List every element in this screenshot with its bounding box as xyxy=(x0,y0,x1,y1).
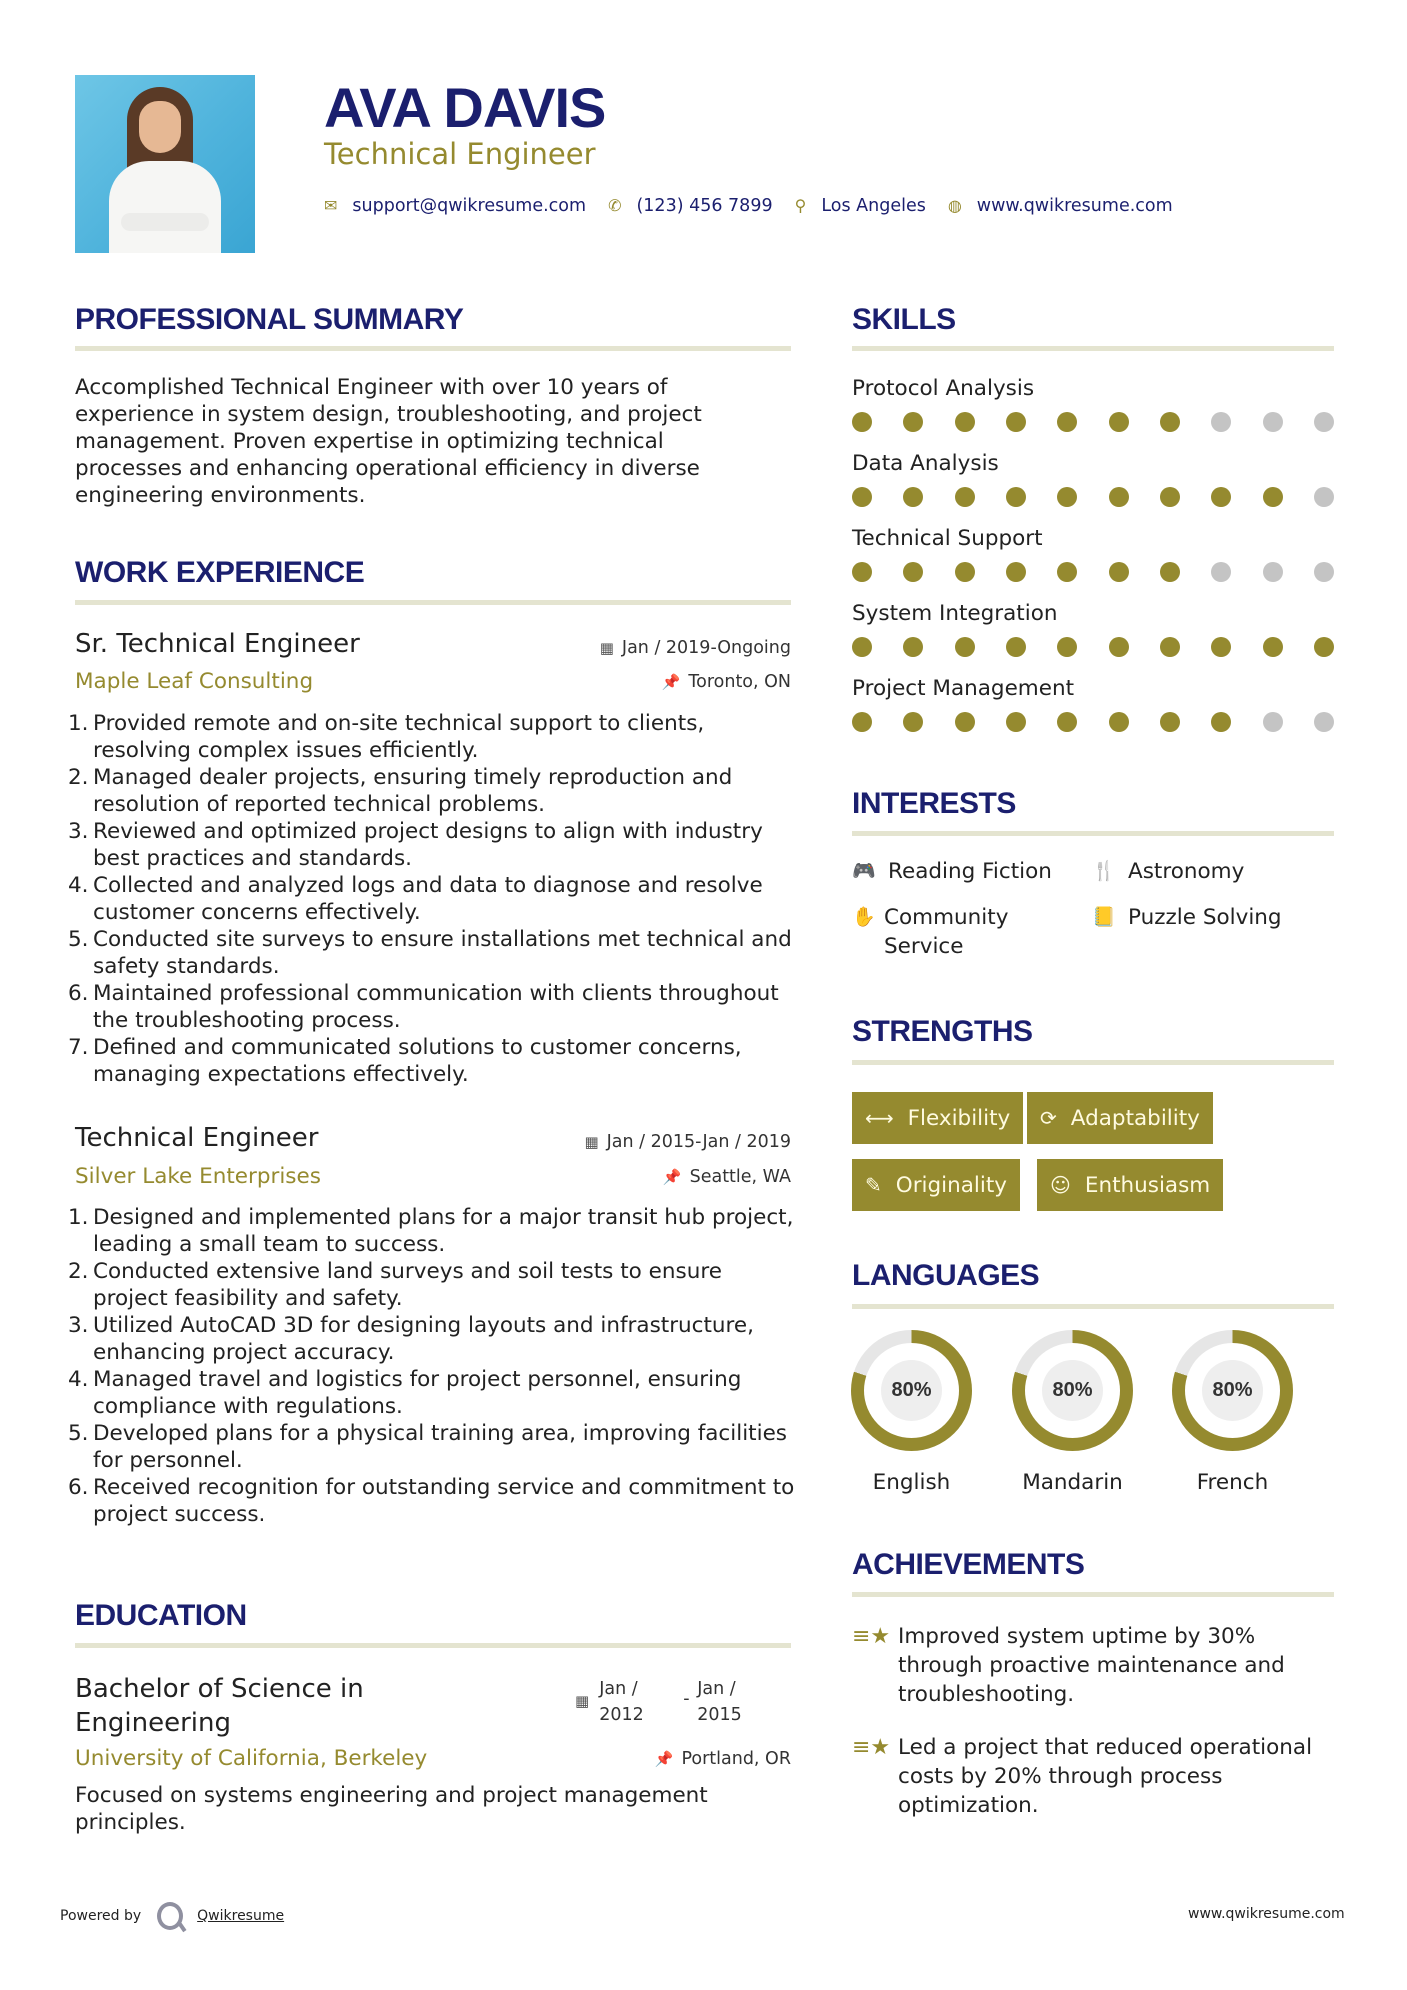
list-item: 3. Utilized AutoCAD 3D for designing layouts and infrastructure, enhancing project accuracy. xyxy=(68,1313,754,1365)
rating-dot-filled xyxy=(1109,712,1129,732)
rating-dot-filled xyxy=(1211,637,1231,657)
rating-dot-filled xyxy=(852,412,872,432)
pin-icon: 📌 xyxy=(654,1750,674,1768)
experience-heading: WORK EXPERIENCE xyxy=(75,556,365,589)
rating-dot-filled xyxy=(1006,487,1026,507)
hand-icon: ✋ xyxy=(852,906,876,928)
rating-dot-filled xyxy=(1109,487,1129,507)
rating-dot-filled xyxy=(955,487,975,507)
list-item: 4. Managed travel and logistics for project personnel, ensuring compliance with regulations. xyxy=(68,1367,742,1419)
star-icon: ≡★ xyxy=(852,1624,891,1649)
list-item: 6. Maintained professional communication with clients throughout the troubleshooting process. xyxy=(68,981,779,1033)
contact-phone[interactable]: (123) 456 7899 xyxy=(636,196,773,216)
job-location: 📌 Toronto, ON xyxy=(661,672,791,692)
footer-powered-by: Powered by Qwikresume xyxy=(60,1902,284,1930)
list-item: 6. Received recognition for outstanding service and commitment to project success. xyxy=(68,1475,795,1527)
list-item: 5. Conducted site surveys to ensure installations met technical and safety standards. xyxy=(68,927,792,979)
smile-icon: ☺ xyxy=(1050,1173,1071,1197)
rating-dot-empty xyxy=(1263,712,1283,732)
list-item: 1. Designed and implemented plans for a major transit hub project, leading a small team to success. xyxy=(68,1205,794,1257)
rating-dot-filled xyxy=(1006,562,1026,582)
rating-dot-filled xyxy=(955,712,975,732)
pin-icon: 📌 xyxy=(661,673,681,691)
strength-badge: ✎ Originality xyxy=(852,1159,1020,1211)
list-item: 4. Collected and analyzed logs and data to diagnose and resolve customer concerns effectively. xyxy=(68,873,763,925)
rating-dot-filled xyxy=(1006,412,1026,432)
star-icon: ≡★ xyxy=(852,1735,891,1760)
skill-label: Protocol Analysis xyxy=(852,376,1035,401)
rating-dot-filled xyxy=(1211,487,1231,507)
utensils-icon: 🍴 xyxy=(1092,860,1116,882)
languages-heading: LANGUAGES xyxy=(852,1259,1040,1292)
language-item xyxy=(851,1330,972,1497)
skill-rating xyxy=(852,412,1334,432)
rating-dot-filled xyxy=(1160,487,1180,507)
phone-icon: ✆ xyxy=(608,196,622,215)
footer-website[interactable]: www.qwikresume.com xyxy=(1188,1906,1345,1922)
school-name: University of California, Berkeley xyxy=(75,1746,428,1771)
summary-text: Accomplished Technical Engineer with over 10 years of experience in system design, troubleshooting, and project management. Proven expertise in optimizing technical processes and enhancing operational efficiency in diverse engineering environments. xyxy=(75,375,702,508)
interest-item: ✋ Community Service xyxy=(852,905,1009,959)
achievement-item: ≡★ Improved system uptime by 30% through proactive maintenance and troubleshooting. xyxy=(852,1624,1285,1707)
rating-dot-filled xyxy=(955,637,975,657)
skills-heading: SKILLS xyxy=(852,303,956,336)
achievement-item: ≡★ Led a project that reduced operational costs by 20% through process optimization. xyxy=(852,1735,1313,1818)
list-item: 3. Reviewed and optimized project designs to align with industry best practices and standards. xyxy=(68,819,763,871)
job-dates: ▦ Jan / 2019-Ongoing xyxy=(599,638,791,658)
job-location: 📌 Seattle, WA xyxy=(662,1167,791,1187)
skill-item xyxy=(852,375,1334,450)
rating-dot-filled xyxy=(903,712,923,732)
rating-dot-empty xyxy=(1314,712,1334,732)
rating-dot-empty xyxy=(1263,412,1283,432)
rating-dot-empty xyxy=(1314,412,1334,432)
rating-dot-filled xyxy=(1109,412,1129,432)
strength-badge: ⟷ Flexibility xyxy=(852,1092,1023,1144)
degree-title: Bachelor of Science in Engineering xyxy=(75,1674,364,1738)
rating-dot-filled xyxy=(1160,637,1180,657)
map-marker-icon: ⚲ xyxy=(794,196,807,215)
rating-dot-filled xyxy=(1263,637,1283,657)
book-icon: 📒 xyxy=(1092,906,1116,928)
rating-dot-empty xyxy=(1314,487,1334,507)
rating-dot-filled xyxy=(1160,712,1180,732)
calendar-icon: ▦ xyxy=(575,1692,590,1710)
interests-heading: INTERESTS xyxy=(852,787,1016,820)
list-item: 5. Developed plans for a physical training area, improving facilities for personnel. xyxy=(68,1421,788,1473)
rating-dot-filled xyxy=(1006,637,1026,657)
skills-divider xyxy=(852,346,1334,351)
list-item: 2. Conducted extensive land surveys and soil tests to ensure project feasibility and safety. xyxy=(68,1259,722,1311)
job-title: Technical Engineer xyxy=(75,1123,319,1153)
pencil-icon: ✎ xyxy=(865,1173,882,1197)
rating-dot-filled xyxy=(852,712,872,732)
rating-dot-filled xyxy=(1211,712,1231,732)
rating-dot-filled xyxy=(1109,562,1129,582)
strengths-heading: STRENGTHS xyxy=(852,1015,1033,1048)
rating-dot-empty xyxy=(1211,562,1231,582)
skill-rating xyxy=(852,637,1334,657)
rating-dot-empty xyxy=(1263,562,1283,582)
education-description: Focused on systems engineering and project management principles. xyxy=(75,1783,708,1835)
rating-dot-filled xyxy=(955,562,975,582)
skill-rating xyxy=(852,562,1334,582)
job-title: Sr. Technical Engineer xyxy=(75,629,360,659)
rating-dot-filled xyxy=(903,637,923,657)
skills-list xyxy=(852,375,1334,750)
rating-dot-filled xyxy=(1057,487,1077,507)
strength-badge: ⟳ Adaptability xyxy=(1027,1092,1213,1144)
rating-dot-filled xyxy=(1057,562,1077,582)
language-progress-ring: 80% xyxy=(1012,1330,1133,1451)
rating-dot-empty xyxy=(1314,562,1334,582)
language-progress-ring: 80% xyxy=(851,1330,972,1451)
interest-item: 🎮 Reading Fiction xyxy=(852,859,1052,884)
rating-dot-filled xyxy=(852,562,872,582)
achievements-heading: ACHIEVEMENTS xyxy=(852,1548,1085,1581)
skill-rating xyxy=(852,712,1334,732)
experience-divider xyxy=(75,600,791,605)
contact-email[interactable]: support@qwikresume.com xyxy=(352,196,587,216)
list-item: 2. Managed dealer projects, ensuring timely reproduction and resolution of reported technical problems. xyxy=(68,765,733,817)
achievements-divider xyxy=(852,1592,1334,1597)
skill-item xyxy=(852,525,1334,600)
rating-dot-filled xyxy=(1160,562,1180,582)
language-item xyxy=(1012,1330,1133,1497)
refresh-icon: ⟳ xyxy=(1040,1106,1057,1130)
language-label: Mandarin xyxy=(1022,1470,1123,1495)
language-label: French xyxy=(1196,1470,1269,1495)
education-divider xyxy=(75,1643,791,1648)
interest-item: 🍴 Astronomy xyxy=(1092,859,1245,884)
education-heading: EDUCATION xyxy=(75,1599,247,1632)
pin-icon: 📌 xyxy=(662,1168,682,1186)
arrows-horizontal-icon: ⟷ xyxy=(865,1106,894,1130)
rating-dot-filled xyxy=(1263,487,1283,507)
skill-label: Technical Support xyxy=(852,526,1043,551)
job-company: Maple Leaf Consulting xyxy=(75,669,314,694)
rating-dot-filled xyxy=(903,412,923,432)
skill-rating xyxy=(852,487,1334,507)
skill-item xyxy=(852,675,1334,750)
skill-label: System Integration xyxy=(852,601,1058,626)
rating-dot-filled xyxy=(1006,712,1026,732)
globe-icon: ◍ xyxy=(947,196,962,215)
qwikresume-logo-icon xyxy=(157,1902,183,1930)
calendar-icon: ▦ xyxy=(584,1133,599,1151)
rating-dot-filled xyxy=(852,637,872,657)
strength-badge: ☺ Enthusiasm xyxy=(1037,1159,1223,1211)
education-dates: ▦ Jan / 2012 - Jan / 2015 xyxy=(575,1676,757,1728)
skill-label: Project Management xyxy=(852,676,1075,701)
language-progress-ring: 80% xyxy=(1172,1330,1293,1451)
language-item xyxy=(1172,1330,1293,1497)
rating-dot-filled xyxy=(1109,637,1129,657)
candidate-name: AVA DAVIS xyxy=(324,76,606,139)
gamepad-icon: 🎮 xyxy=(852,860,876,882)
contact-website[interactable]: www.qwikresume.com xyxy=(976,196,1173,216)
contact-row xyxy=(324,194,1195,218)
rating-dot-filled xyxy=(903,562,923,582)
strengths-divider xyxy=(852,1060,1334,1065)
list-item: 1. Provided remote and on-site technical support to clients, resolving complex issues efficiently. xyxy=(68,711,705,763)
language-label: English xyxy=(872,1470,951,1495)
job-bullets xyxy=(68,710,795,1088)
summary-divider xyxy=(75,346,791,351)
contact-location: Los Angeles xyxy=(821,196,926,216)
job-bullets xyxy=(68,1204,795,1528)
envelope-icon: ✉ xyxy=(324,196,338,215)
job-dates: ▦ Jan / 2015-Jan / 2019 xyxy=(584,1132,791,1152)
rating-dot-filled xyxy=(1057,637,1077,657)
rating-dot-filled xyxy=(955,412,975,432)
languages-divider xyxy=(852,1304,1334,1309)
rating-dot-filled xyxy=(903,487,923,507)
rating-dot-filled xyxy=(1057,412,1077,432)
rating-dot-filled xyxy=(1314,637,1334,657)
profile-photo xyxy=(75,75,255,253)
candidate-title: Technical Engineer xyxy=(324,137,596,171)
rating-dot-filled xyxy=(1160,412,1180,432)
interests-divider xyxy=(852,831,1334,836)
qwikresume-link[interactable]: Qwikresume xyxy=(197,1908,285,1924)
rating-dot-filled xyxy=(852,487,872,507)
skill-label: Data Analysis xyxy=(852,451,999,476)
list-item: 7. Defined and communicated solutions to customer concerns, managing expectations effectively. xyxy=(68,1035,742,1087)
rating-dot-filled xyxy=(1057,712,1077,732)
rating-dot-empty xyxy=(1211,412,1231,432)
interest-item: 📒 Puzzle Solving xyxy=(1092,905,1282,930)
skill-item xyxy=(852,600,1334,675)
summary-heading: PROFESSIONAL SUMMARY xyxy=(75,303,464,336)
skill-item xyxy=(852,450,1334,525)
job-company: Silver Lake Enterprises xyxy=(75,1164,321,1189)
school-location: 📌 Portland, OR xyxy=(654,1749,791,1769)
calendar-icon: ▦ xyxy=(599,639,614,657)
